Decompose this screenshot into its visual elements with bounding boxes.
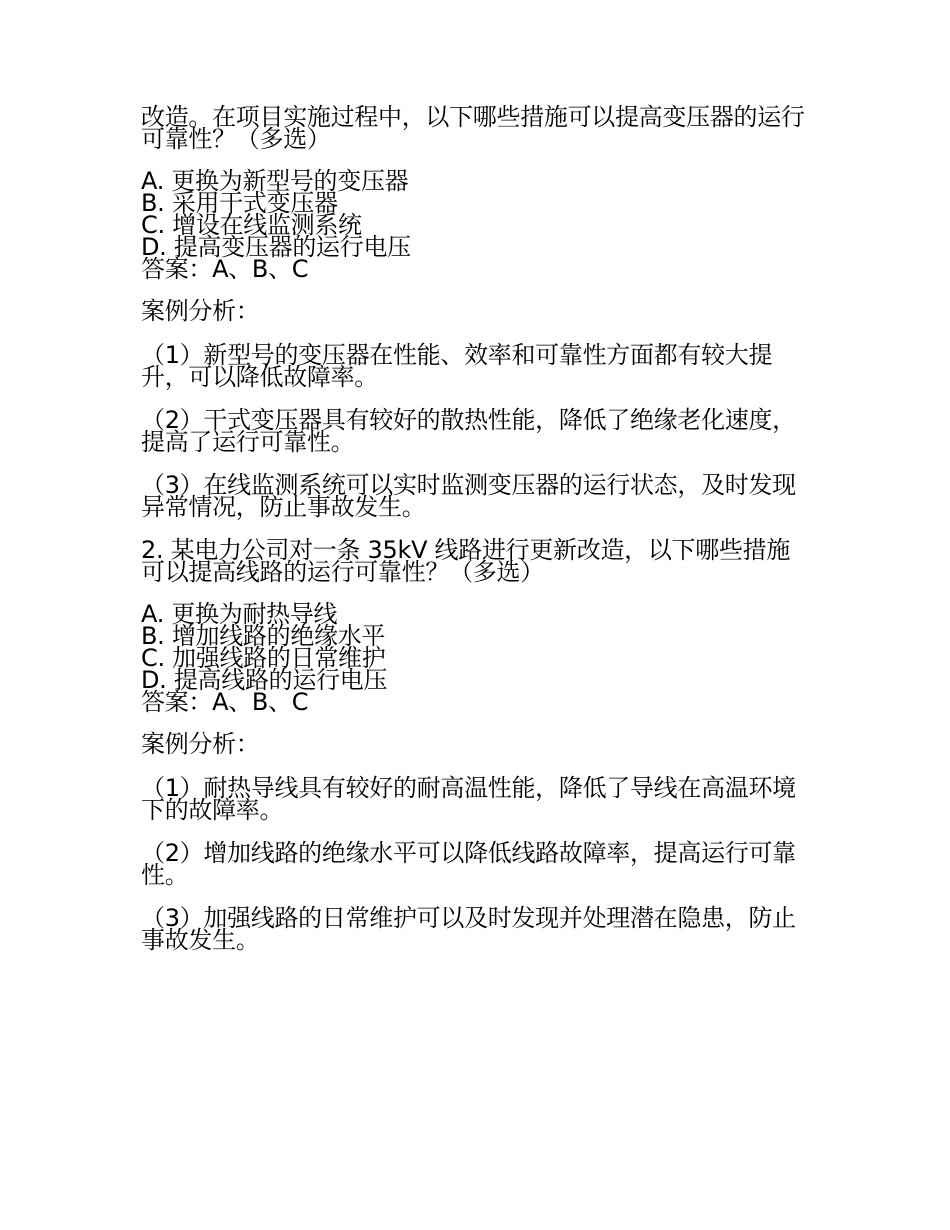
question-2-analysis-item-3: （3）加强线路的日常维护可以及时发现并处理潜在隐患，防止事故发生。 — [141, 904, 796, 954]
question-2-analysis-item-2: （2）增加线路的绝缘水平可以降低线路故障率，提高运行可靠性。 — [141, 839, 796, 889]
question-2-option-c: C. 加强线路的日常维护 — [141, 644, 386, 672]
question-2-analysis-title: 案例分析： — [141, 730, 260, 758]
question-1-option-a: A. 更换为新型号的变压器 — [141, 167, 409, 195]
document-body — [141, 103, 813, 972]
question-1-option-c: C. 增设在线监测系统 — [141, 211, 362, 239]
question-2-analysis-item-1: （1）耐热导线具有较好的耐高温性能，降低了导线在高温环境下的故障率。 — [141, 774, 796, 824]
question-1-analysis-title: 案例分析： — [141, 297, 260, 325]
question-1-analysis-item-3: （3）在线监测系统可以实时监测变压器的运行状态，及时发现异常情况，防止事故发生。 — [141, 471, 796, 521]
question-2-option-d: D. 提高线路的运行电压 — [141, 666, 388, 694]
question-2-options — [141, 600, 813, 694]
question-1-stem: 改造。在项目实施过程中，以下哪些措施可以提高变压器的运行可靠性？（多选） — [141, 103, 805, 153]
question-1-options — [141, 167, 813, 261]
question-1-answer: 答案：A、B、C — [141, 255, 309, 283]
question-2-answer: 答案：A、B、C — [141, 688, 309, 716]
question-1-analysis-item-2: （2）干式变压器具有较好的散热性能，降低了绝缘老化速度，提高了运行可靠性。 — [141, 406, 796, 456]
question-1-option-d: D. 提高变压器的运行电压 — [141, 233, 411, 261]
question-2-option-a: A. 更换为耐热导线 — [141, 600, 338, 628]
question-2-option-b: B. 增加线路的绝缘水平 — [141, 622, 386, 650]
question-2-stem: 2. 某电力公司对一条 35kV 线路进行更新改造，以下哪些措施可以提高线路的运行可靠性？（多选） — [141, 536, 791, 586]
question-1-option-b: B. 采用干式变压器 — [141, 189, 338, 217]
question-1-analysis-item-1: （1）新型号的变压器在性能、效率和可靠性方面都有较大提升，可以降低故障率。 — [141, 341, 773, 391]
